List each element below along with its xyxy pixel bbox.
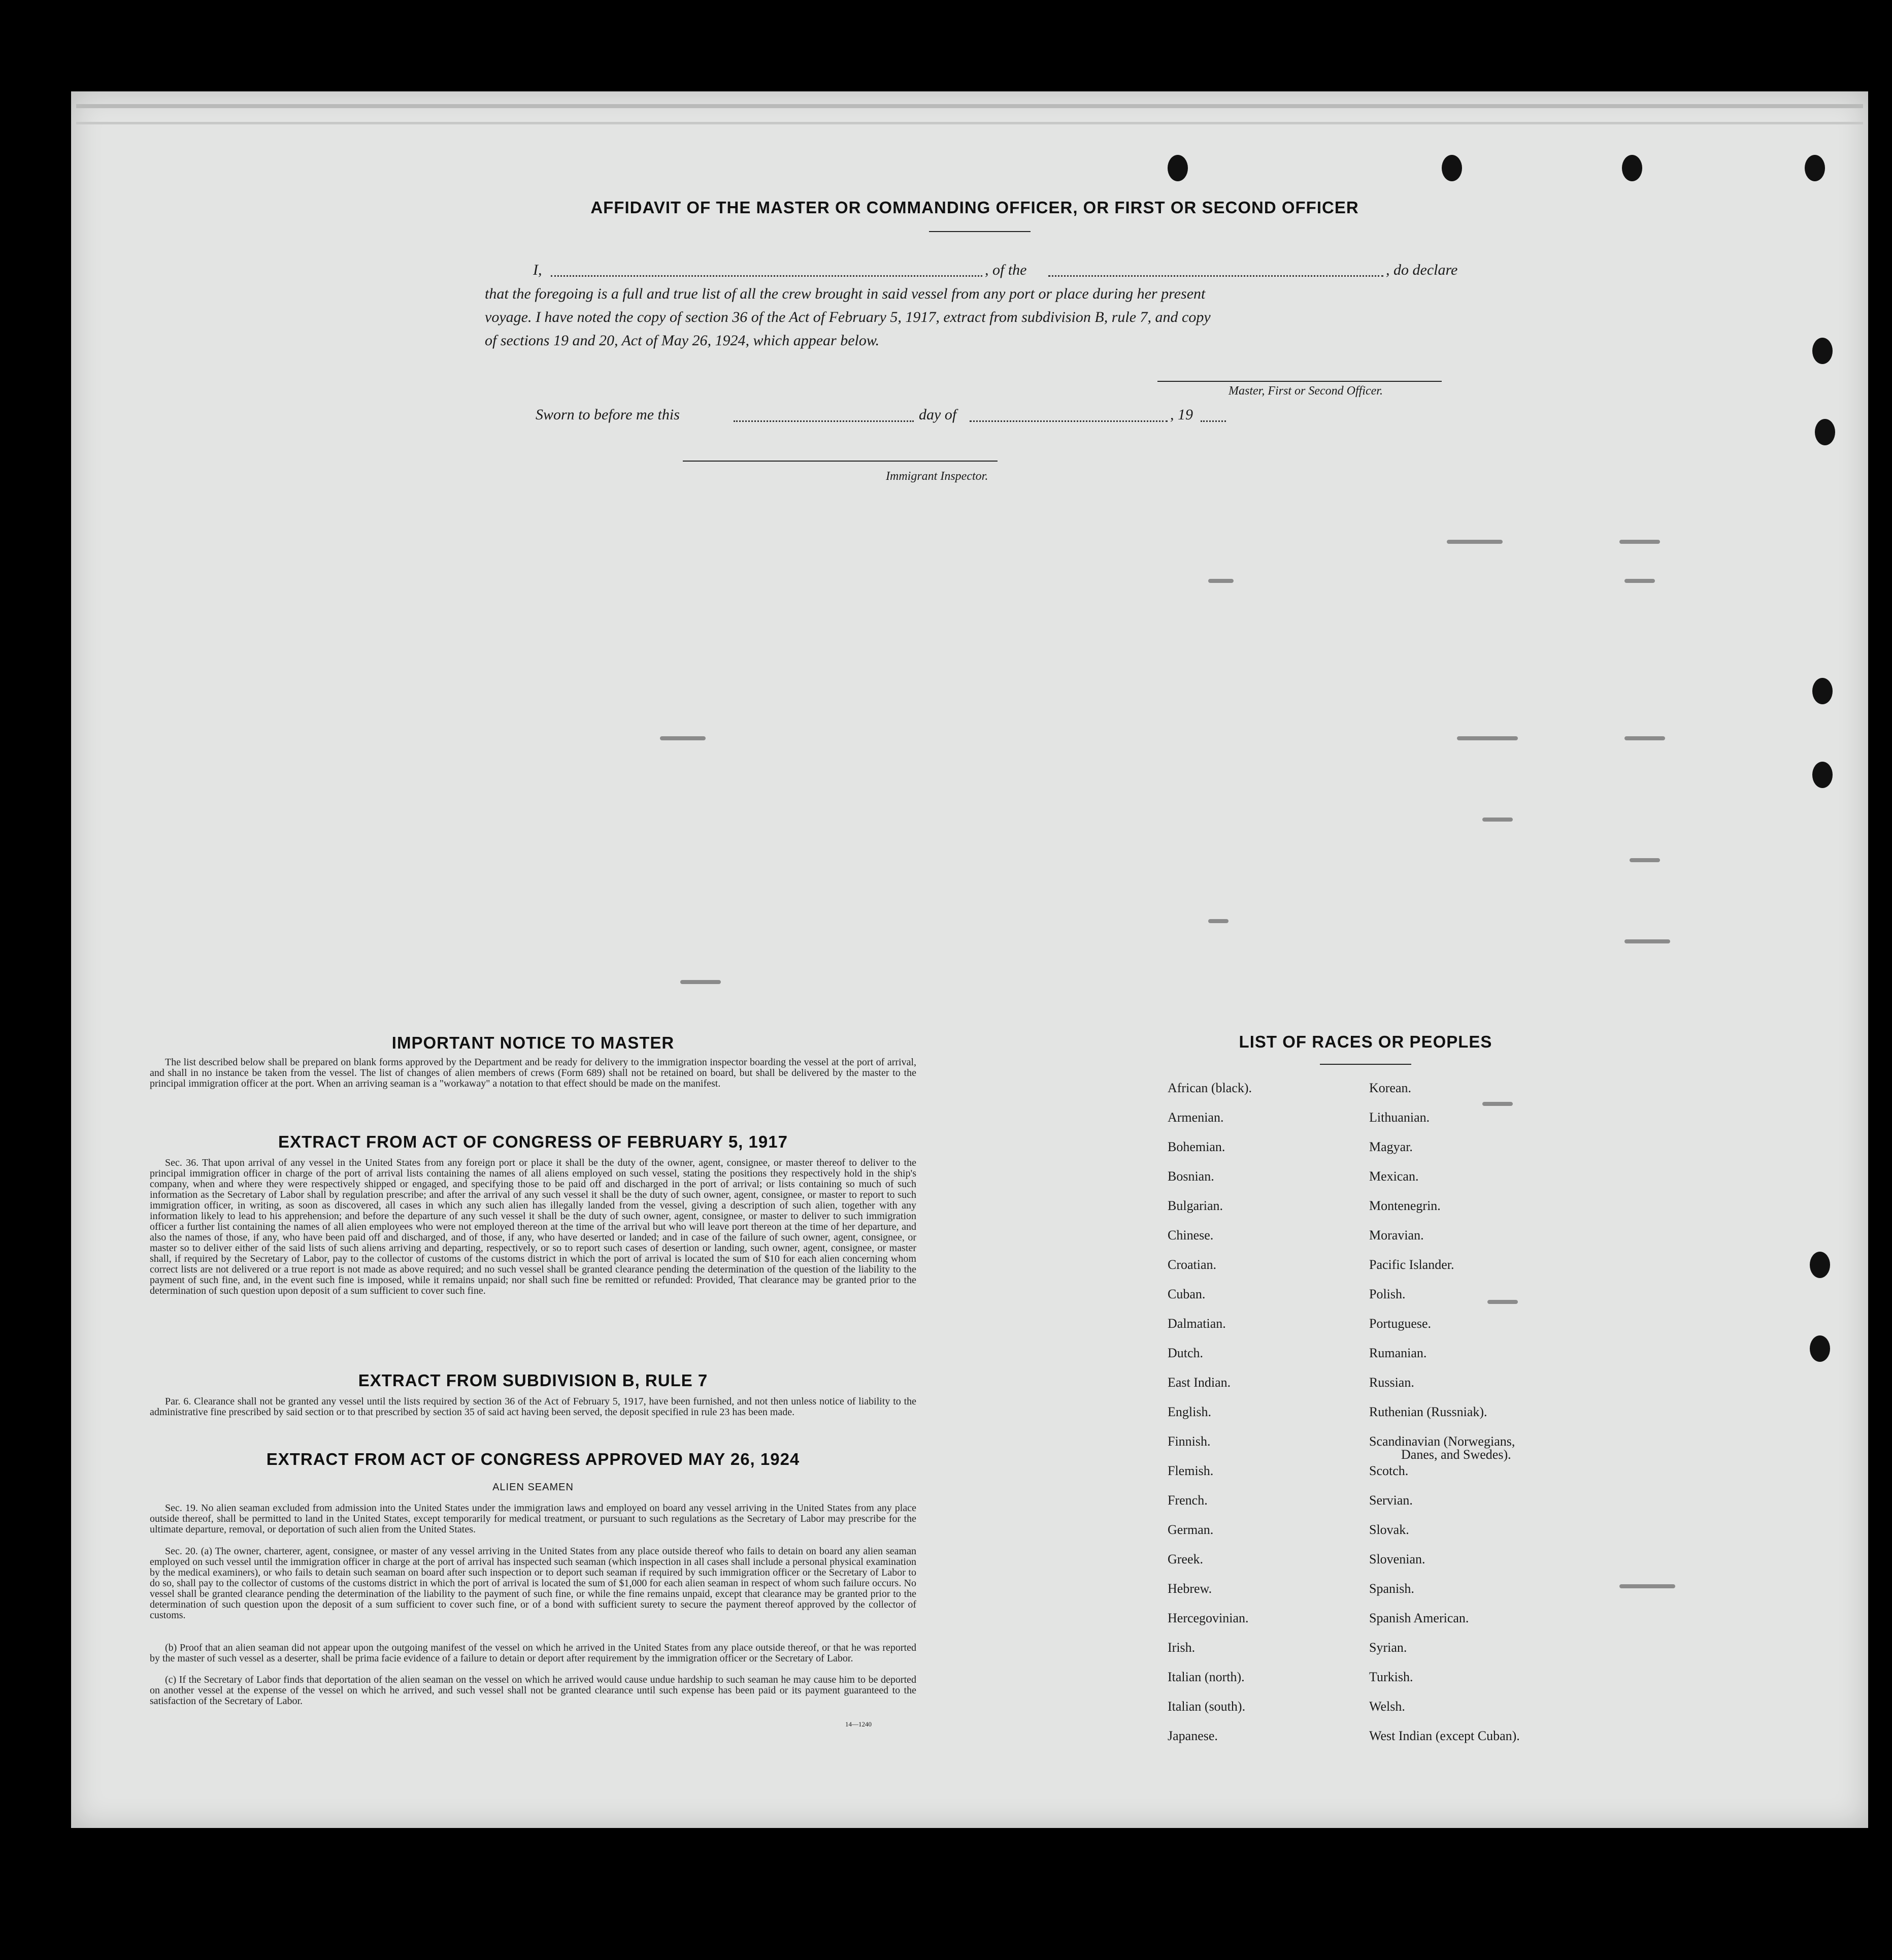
race-item: Servian. xyxy=(1369,1493,1413,1508)
master-signature-label: Master, First or Second Officer. xyxy=(1229,384,1383,398)
race-item: Japanese. xyxy=(1168,1728,1218,1743)
race-item: Armenian. xyxy=(1168,1110,1224,1125)
race-item: Polish. xyxy=(1369,1287,1406,1301)
race-item-continuation: Danes, and Swedes). xyxy=(1401,1447,1511,1462)
race-item: Dutch. xyxy=(1168,1346,1204,1360)
sworn-prefix: Sworn to before me this xyxy=(536,406,680,423)
race-item: West Indian (except Cuban). xyxy=(1369,1728,1520,1743)
sworn-year: , 19 xyxy=(1170,406,1193,423)
bleed-through-mark xyxy=(680,980,721,984)
affidavit-declare: , do declare xyxy=(1386,262,1458,278)
sec20c-text: (c) If the Secretary of Labor finds that deportation of the alien seaman on the vessel on which he arrived would cause undue hardship to such seaman he may cause him to be deported on another vessel at the expense of the vessel on which he arrived, and such vessel shall not be granted clearance until such expense has been paid or its payment guaranteed to the satisfaction of the Secretary of Labor. xyxy=(150,1674,916,1707)
race-item: Croatian. xyxy=(1168,1257,1217,1272)
race-item: Scandinavian (Norwegians, xyxy=(1369,1434,1515,1449)
race-item: Russian. xyxy=(1369,1375,1414,1390)
race-item: Turkish. xyxy=(1369,1670,1413,1684)
race-item: Bulgarian. xyxy=(1168,1198,1223,1213)
race-item: Syrian. xyxy=(1369,1640,1407,1655)
race-item: Portuguese. xyxy=(1369,1316,1432,1331)
race-item: German. xyxy=(1168,1522,1214,1537)
bleed-through-mark xyxy=(660,736,706,740)
race-item: Ruthenian (Russniak). xyxy=(1369,1404,1487,1419)
inspector-label: Immigrant Inspector. xyxy=(886,470,988,483)
extract-1924-title: EXTRACT FROM ACT OF CONGRESS APPROVED MAY 26, 1924 xyxy=(266,1450,800,1468)
bleed-through-mark xyxy=(1624,736,1665,740)
punch-hole xyxy=(1815,419,1835,445)
name-blank xyxy=(551,275,982,277)
bleed-through-mark xyxy=(1624,579,1655,583)
bleed-through-mark xyxy=(1457,736,1518,740)
page-edge xyxy=(76,104,1863,108)
punch-hole xyxy=(1622,155,1642,181)
affidavit-line: of sections 19 and 20, Act of May 26, 1924, which appear below. xyxy=(485,332,880,349)
bleed-through-mark xyxy=(1482,818,1513,822)
race-item: Spanish American. xyxy=(1369,1611,1469,1625)
punch-hole xyxy=(1812,678,1833,704)
extract-rule7-text: Par. 6. Clearance shall not be granted any vessel until the lists required by section 36 of the Act of February 5, 1917, have been furnished, and not then unless notice of liability to the administrative fine prescribed by said section or to that prescribed by section 35 of said act having been served, the deposit specified in rule 23 has been made. xyxy=(150,1396,916,1418)
notice-text: The list described below shall be prepared on blank forms approved by the Department and be ready for delivery to the immigration inspector boarding the vessel at the port of arrival, and shall in no instance be taken from the vessel. The list of changes of alien members of crews (Form 689) shall not be retained on board, but shall be delivered by the master to the principal immigration officer at the port. When an arriving seaman is a "workaway" a notation to that effect should be made on the manifest. xyxy=(150,1057,916,1089)
race-item: Magyar. xyxy=(1369,1139,1413,1154)
race-item: Spanish. xyxy=(1369,1581,1414,1596)
sworn-month-blank xyxy=(970,420,1168,422)
race-item: Slovenian. xyxy=(1369,1552,1425,1566)
race-item: Italian (north). xyxy=(1168,1670,1245,1684)
race-item: Cuban. xyxy=(1168,1287,1206,1301)
punch-hole xyxy=(1442,155,1462,181)
races-title: LIST OF RACES OR PEOPLES xyxy=(1239,1032,1492,1051)
bleed-through-mark xyxy=(1619,1584,1675,1588)
affidavit-title: AFFIDAVIT OF THE MASTER OR COMMANDING OFFICER, OR FIRST OR SECOND OFFICER xyxy=(590,198,1359,217)
race-item: African (black). xyxy=(1168,1081,1252,1095)
sworn-year-blank xyxy=(1201,420,1226,422)
punch-hole xyxy=(1168,155,1188,181)
punch-hole xyxy=(1805,155,1825,181)
race-item: Finnish. xyxy=(1168,1434,1211,1449)
sec19-text: Sec. 19. No alien seaman excluded from admission into the United States under the immigration laws and employed on board any vessel arriving in the United States from any place outside thereof, shall be permitted to land in the United States, except temporarily for medical treatment, or pursuant to such regulations as the Secretary of Labor may prescribe for the ultimate departure, removal, or deportation of such alien from the United States. xyxy=(150,1502,916,1535)
sec20b-text: (b) Proof that an alien seaman did not appear upon the outgoing manifest of the vessel on which he arrived in the United States from any place outside thereof, or that he was reported by the master of such vessel as a deserter, shall be prima facie evidence of a failure to detain or deport after requirement by the immigration officer or the Secretary of Labor. xyxy=(150,1642,916,1664)
bleed-through-mark xyxy=(1482,1102,1513,1106)
race-item: Bosnian. xyxy=(1168,1169,1214,1184)
race-item: Mexican. xyxy=(1369,1169,1419,1184)
race-item: Flemish. xyxy=(1168,1463,1214,1478)
race-item: Italian (south). xyxy=(1168,1699,1246,1714)
master-signature-line xyxy=(1157,381,1442,382)
race-item: Korean. xyxy=(1369,1081,1412,1095)
bleed-through-mark xyxy=(1630,858,1660,862)
form-number: 14—1240 xyxy=(845,1720,872,1728)
race-item: French. xyxy=(1168,1493,1208,1508)
extract-rule7-title: EXTRACT FROM SUBDIVISION B, RULE 7 xyxy=(358,1371,708,1390)
race-item: Hercegovinian. xyxy=(1168,1611,1249,1625)
sec20a-text: Sec. 20. (a) The owner, charterer, agent, consignee, or master of any vessel arriving in the United States from any place outside thereof who fails to detain on board any alien seaman employed on such vessel until the immigration officer in charge at the port of arrival has inspected such seaman (which inspection in all cases shall include a personal physical examination by the medical examiners), or who fails to detain such seaman on board after such inspection or to deport such seaman if required by such immigration officer or the Secretary of Labor to do so, shall pay to the collector of customs of the customs district in which the port of arrival is located the sum of $1,000 for each alien seaman in respect of whom such failure occurs. No vessel shall be granted clearance pending the determination of the liability to the payment of such fine, or while the fine remains unpaid, except that clearance may be granted prior to the determination of such question upon the deposit of a sum sufficient to cover such fine, or of a bond with sufficient surety to secure the payment thereof approved by the collector of customs. xyxy=(150,1546,916,1621)
bleed-through-mark xyxy=(1447,540,1503,544)
bleed-through-mark xyxy=(1624,939,1670,943)
bleed-through-mark xyxy=(1208,919,1229,923)
race-item: Greek. xyxy=(1168,1552,1204,1566)
vessel-blank xyxy=(1048,275,1383,277)
sworn-day-blank xyxy=(734,420,914,422)
bleed-through-mark xyxy=(1208,579,1234,583)
extract-1917-text: Sec. 36. That upon arrival of any vessel in the United States from any foreign port or place it shall be the duty of the owner, agent, consignee, or master thereof to deliver to the principal immigration officer in charge of the port of arrival lists containing the names of all aliens employed on such vessel, stating the positions they respectively hold in the ship's company, when and where they were respectively shipped or engaged, and specifying those to be paid off and discharged in the port of arrival; or lists containing so much of such information as the Secretary of Labor shall by regulation prescribe; and after the arrival of any such vessel it shall be the duty of such owner, agent, consignee, or master to report to such immigration officer, in writing, as soon as discovered, all cases in which any such alien has illegally landed from the vessel, giving a description of such alien, together with any information likely to lead to his apprehension; and before the departure of any such vessel it shall be the duty of such owner, agent, consignee, or master to deliver to such immigration officer a further list containing the names of all alien employees who were not employed thereon at the time of the arrival but who will leave port thereon at the time of her departure, and also the names of those, if any, who have been paid off and discharged, and of those, if any, who have deserted or landed; and in case of the failure of such owner, agent, consignee, or master so to deliver either of the said lists of such aliens arriving and departing, respectively, or so to report such cases of desertion or landing, such owner, agent, consignee, or master shall, if required by the Secretary of Labor, pay to the collector of customs of the customs district in which the port of arrival is located the sum of $10 for each alien concerning whom correct lists are not delivered or a true report is not made as above required; and no such vessel shall be granted clearance pending the determination of the question of the liability to the payment of such fine, and, in the event such fine is imposed, while it remains unpaid; nor shall such fine be remitted or refunded: Provided, That clearance may be granted prior to the determination of such question upon deposit of a sum sufficient to cover such fine. xyxy=(150,1157,916,1296)
extract-1917-title: EXTRACT FROM ACT OF CONGRESS OF FEBRUARY 5, 1917 xyxy=(278,1132,788,1151)
race-item: Welsh. xyxy=(1369,1699,1405,1714)
affidavit-line: that the foregoing is a full and true list of all the crew brought in said vessel from any port or place during her present xyxy=(485,285,1206,302)
bleed-through-mark xyxy=(1619,540,1660,544)
affidavit-of-the: , of the xyxy=(985,262,1027,278)
races-title-underline xyxy=(1320,1064,1411,1065)
race-item: Chinese. xyxy=(1168,1228,1214,1243)
race-item: Lithuanian. xyxy=(1369,1110,1430,1125)
race-item: Rumanian. xyxy=(1369,1346,1427,1360)
sworn-day-of: day of xyxy=(919,406,957,423)
alien-seamen-subtitle: ALIEN SEAMEN xyxy=(492,1482,574,1493)
punch-hole xyxy=(1812,762,1833,788)
punch-hole xyxy=(1810,1335,1830,1362)
race-item: Irish. xyxy=(1168,1640,1196,1655)
race-item: Montenegrin. xyxy=(1369,1198,1441,1213)
race-item: Bohemian. xyxy=(1168,1139,1225,1154)
race-item: English. xyxy=(1168,1404,1211,1419)
race-item: East Indian. xyxy=(1168,1375,1231,1390)
race-item: Pacific Islander. xyxy=(1369,1257,1454,1272)
affidavit-line: voyage. I have noted the copy of section 36 of the Act of February 5, 1917, extract from subdivision B, rule 7, and copy xyxy=(485,309,1211,325)
race-item: Slovak. xyxy=(1369,1522,1409,1537)
punch-hole xyxy=(1810,1252,1830,1278)
page-edge xyxy=(76,122,1863,124)
notice-title: IMPORTANT NOTICE TO MASTER xyxy=(391,1033,675,1052)
race-item: Scotch. xyxy=(1369,1463,1409,1478)
punch-hole xyxy=(1812,338,1833,364)
race-item: Dalmatian. xyxy=(1168,1316,1226,1331)
race-item: Moravian. xyxy=(1369,1228,1424,1243)
inspector-signature-line xyxy=(683,461,998,462)
race-item: Hebrew. xyxy=(1168,1581,1212,1596)
title-underline xyxy=(929,231,1031,232)
bleed-through-mark xyxy=(1487,1300,1518,1304)
affidavit-i: I, xyxy=(533,262,542,278)
